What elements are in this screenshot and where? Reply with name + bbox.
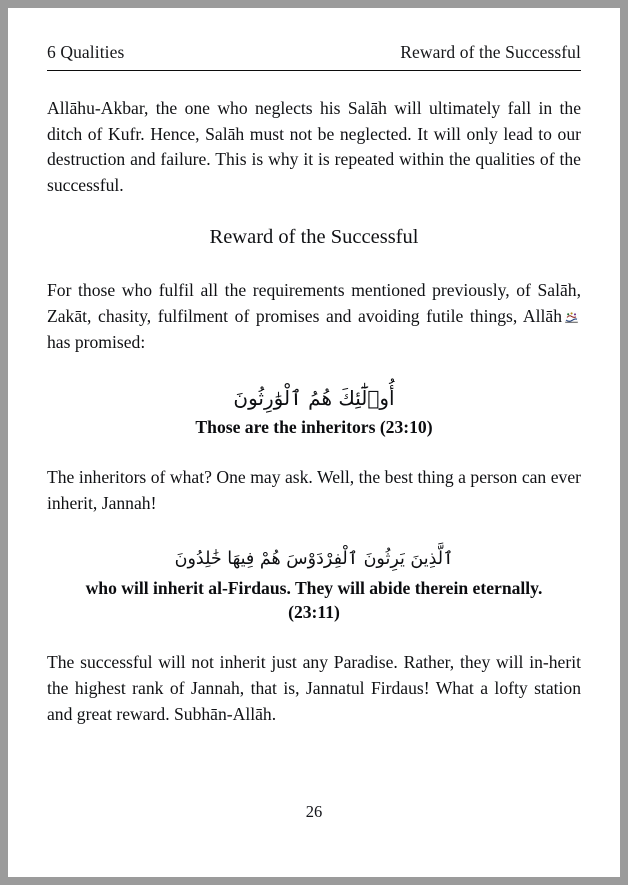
page-number: 26 bbox=[305, 802, 323, 821]
paragraph-closing: The successful will not inherit just any Paradise. Rather, they will in-herit the highest rank of Jannah, that is, Jannatul Firdaus! What a lofty station and great reward. Subhān-Allāh. bbox=[47, 652, 581, 724]
translation-23-10: Those are the inheritors (23:10) bbox=[195, 417, 433, 438]
arabic-verse-23-10: أُو۟لَٰٓئِكَ هُمُ ٱلْوَٰرِثُونَ bbox=[233, 386, 395, 411]
translation-23-11-line1: who will inherit al-Firdaus. They will abide therein eternally. bbox=[85, 578, 543, 599]
paragraph-promise bbox=[47, 278, 581, 355]
running-head-right: Reward of the Successful bbox=[400, 42, 581, 62]
paragraph-intro: Allāhu-Akbar, the one who neglects his Salāh will ultimately fall in the ditch of Kufr. Hence, Salāh must not be neglected. It will only lead to our destruction and failure. This is why it is repeated within the qualities of the successful. bbox=[47, 98, 581, 195]
running-head bbox=[47, 42, 581, 70]
section-heading: Reward of the Successful bbox=[209, 226, 419, 249]
quote-block-23-10 bbox=[47, 383, 581, 439]
paragraph-promise-text-before: For those who fulfil all the requirements mentioned previously, of Salāh, Zakāt, chasity, fulfilment of promises and avoiding futile things, Allāh bbox=[47, 280, 581, 326]
document-page bbox=[8, 8, 620, 877]
header-rule bbox=[47, 70, 581, 71]
translation-23-11-line2: (23:11) bbox=[288, 602, 340, 623]
paragraph-promise-text-after: has promised: bbox=[47, 331, 146, 352]
running-head-left: 6 Qualities bbox=[47, 42, 125, 62]
jalla-jalaluhu-icon bbox=[564, 311, 579, 324]
arabic-verse-23-11: ٱلَّذِينَ يَرِثُونَ ٱلْفِرْدَوْسَ هُمْ فِيهَا خَٰلِدُونَ bbox=[174, 549, 454, 570]
paragraph-inheritors-question: The inheritors of what? One may ask. Well, the best thing a person can ever inherit, Jannah! bbox=[47, 467, 581, 513]
page-content-area bbox=[47, 42, 581, 842]
quote-block-23-11 bbox=[47, 544, 581, 624]
